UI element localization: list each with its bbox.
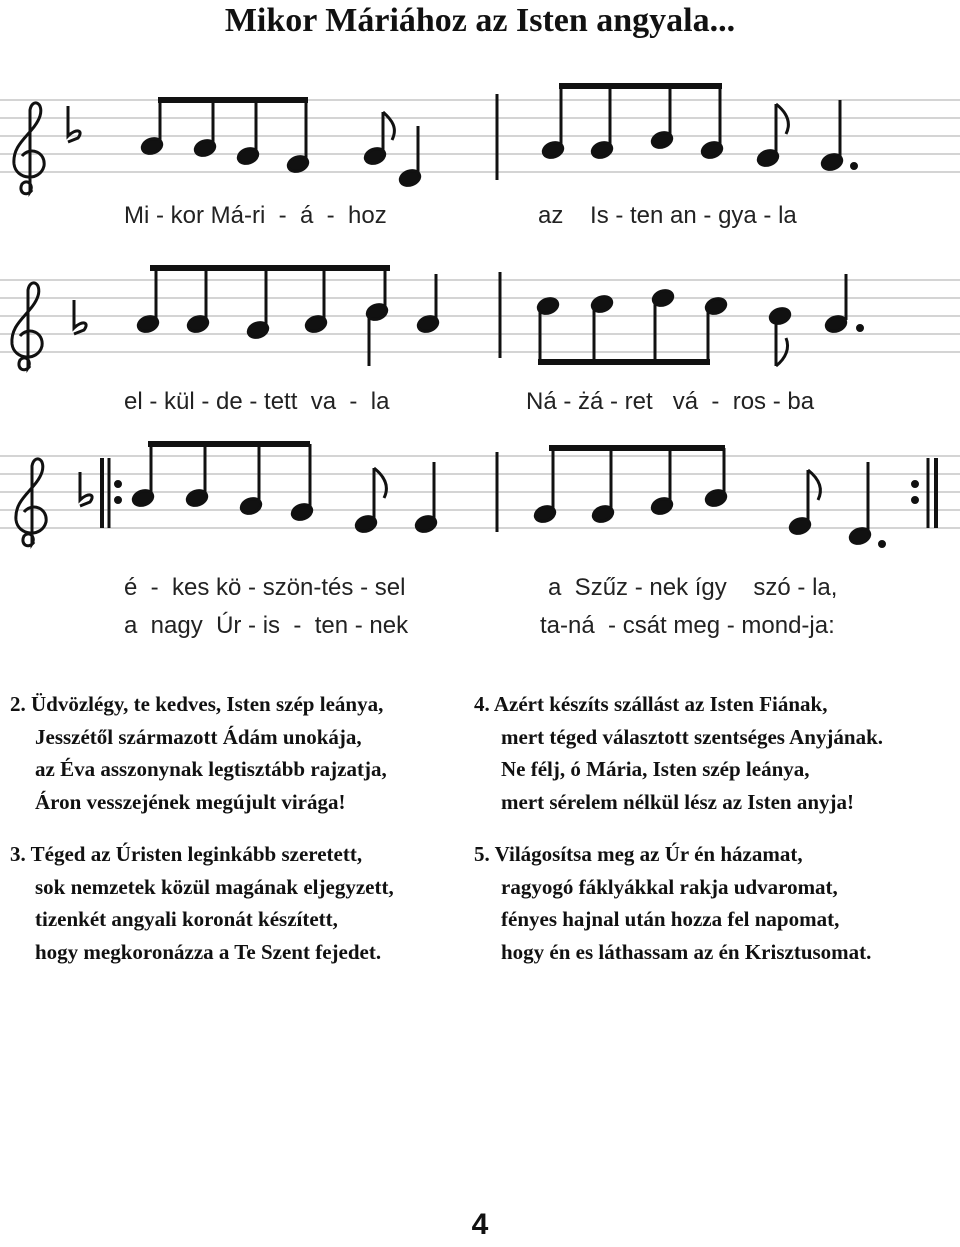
lyric-line: Ná - żá - ret vá - ros - ba [526, 388, 815, 415]
music-staff-1 [0, 80, 960, 220]
music-staff-2 [0, 258, 960, 388]
verse-line: sok nemzetek közül magának eljegyzett, [35, 874, 394, 899]
treble-clef-icon [12, 283, 42, 370]
verse-number: 2. [10, 692, 26, 716]
verse-line: mert sérelem nélkül lész az Isten anyja! [501, 789, 855, 814]
verse-5 [474, 838, 871, 968]
lyric-line: é - kes kö - szön-tés - sel [124, 574, 406, 601]
verse-number: 5. [474, 842, 490, 866]
flat-icon [80, 472, 92, 506]
verse-4 [474, 688, 883, 818]
note [768, 306, 792, 326]
verse-line: Üdvözlégy, te kedves, Isten szép leánya, [31, 692, 384, 716]
note [824, 314, 848, 334]
lyric-line: az Is - ten an - gya - la [538, 202, 797, 229]
verse-line: Áron vesszejének megújult virága! [35, 789, 346, 814]
verse-3 [10, 838, 394, 968]
lyric-line: ta-ná - csát meg - mond-ja: [540, 612, 835, 639]
page-number: 4 [471, 1208, 489, 1241]
verse-line: Ne félj, ó Mária, Isten szép leánya, [501, 757, 810, 782]
lyric-line: Mi - kor Má-ri - á - hoz [124, 202, 387, 229]
flat-icon [74, 300, 86, 334]
verse-2 [10, 688, 387, 818]
verse-line: hogy megkoronázza a Te Szent fejedet. [35, 939, 382, 964]
song-title: Mikor Máriához az Isten angyala... [224, 2, 736, 39]
verse-number: 3. [10, 842, 26, 866]
verse-line: tizenkét angyali koronát készített, [35, 907, 338, 932]
lyric-line: el - kül - de - tett va - la [124, 388, 390, 415]
verse-line: Jesszétől származott Ádám unokája, [35, 724, 362, 749]
verse-line: fényes hajnal után hozza fel napomat, [501, 907, 840, 932]
treble-clef-icon [16, 459, 46, 546]
verse-line: Világosítsa meg az Úr én házamat, [494, 842, 803, 866]
verse-line: Téged az Úristen leginkább szeretett, [30, 842, 363, 866]
verse-line: ragyogó fáklyákkal rakja udvaromat, [501, 874, 838, 899]
treble-clef-icon [14, 103, 44, 194]
repeat-start-icon [102, 458, 121, 528]
verse-line: az Éva asszonynak legtisztább rajzatja, [35, 757, 387, 782]
verse-line: Azért készíts szállást az Isten Fiának, [493, 692, 828, 716]
repeat-end-icon [913, 458, 937, 528]
music-staff-3 [0, 432, 960, 556]
verse-number: 4. [474, 692, 490, 716]
lyric-line: a Szűz - nek így szó - la, [548, 574, 838, 601]
lyric-line: a nagy Úr - is - ten - nek [124, 612, 409, 639]
verse-line: hogy én es láthassam az én Krisztusomat. [501, 939, 872, 964]
verse-line: mert téged választott szentséges Anyjának. [501, 724, 884, 749]
